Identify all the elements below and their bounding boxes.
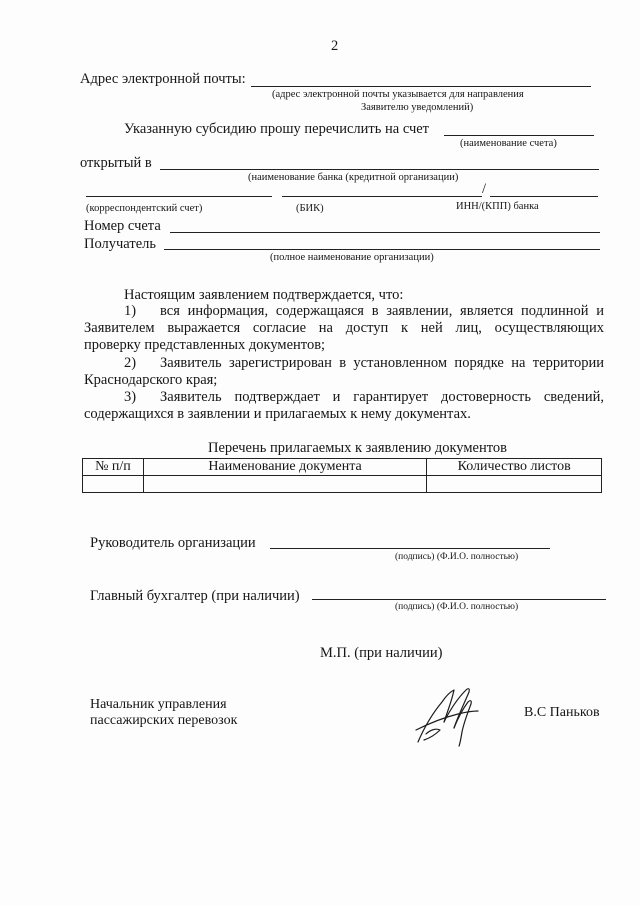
table-row [83, 476, 602, 493]
table-cell [427, 476, 602, 493]
footer-position-line1: Начальник управления [90, 697, 227, 712]
header-number: № п/п [83, 459, 144, 476]
confirmation-item3-number: 3) [124, 389, 137, 405]
corr-account-hint: (корреспондентский счет) [86, 203, 203, 214]
account-number-underline [170, 232, 600, 233]
accountant-signature-hint: (подпись) (Ф.И.О. полностью) [395, 602, 519, 612]
account-request-text: Указанную субсидию прошу перечислить на счет [124, 121, 430, 137]
head-signature-hint: (подпись) (Ф.И.О. полностью) [395, 552, 519, 562]
email-hint-line1: (адрес электронной почты указывается для направления [272, 89, 524, 100]
recipient-underline [164, 249, 600, 250]
confirmation-item2-number: 2) [124, 355, 137, 371]
seal-label: М.П. (при наличии) [320, 645, 443, 661]
inn-kpp-hint: ИНН/(КПП) банка [456, 201, 539, 212]
confirmation-item2-line1: Заявитель зарегистрирован в установленном порядке на территории [160, 355, 604, 371]
documents-table-title: Перечень прилагаемых к заявлению документов [208, 440, 507, 456]
corr-account-underline [86, 196, 272, 197]
email-hint-line2: Заявителю уведомлений) [361, 102, 474, 113]
bank-name-underline [160, 169, 599, 170]
bank-name-hint: (наименование банка (кредитной организации) [248, 172, 459, 183]
documents-table [82, 458, 602, 493]
footer-position-line2: пассажирских перевозок [90, 713, 238, 728]
table-cell [83, 476, 144, 493]
account-name-underline [444, 135, 594, 136]
confirmation-item3-line2: содержащихся в заявлении и прилагаемых к нему документах. [84, 406, 471, 422]
email-label: Адрес электронной почты: [80, 71, 246, 87]
confirmation-item1-line2: Заявителем выражается согласие на доступ к ней лиц, осуществляющих [84, 320, 604, 336]
confirmation-item1-line1: вся информация, содержащаяся в заявлении, является подлинной и [160, 303, 604, 319]
confirmation-intro: Настоящим заявлением подтверждается, что: [124, 287, 404, 303]
page-number: 2 [331, 38, 339, 54]
recipient-hint: (полное наименование организации) [270, 252, 434, 263]
handwritten-signature [414, 684, 480, 748]
account-number-label: Номер счета [84, 218, 161, 234]
header-document-name: Наименование документа [143, 459, 426, 476]
recipient-label: Получатель [84, 236, 156, 252]
inn-kpp-slash: / [482, 181, 487, 197]
table-cell [143, 476, 426, 493]
documents-table-header-row [83, 459, 602, 476]
confirmation-item2-line2: Краснодарского края; [84, 372, 218, 388]
email-underline [251, 86, 591, 87]
footer-signatory-name: В.С Паньков [524, 705, 600, 720]
head-label: Руководитель организации [90, 535, 256, 551]
inn-kpp-underline [490, 196, 598, 197]
confirmation-item1-line3: проверку представленных документов; [84, 337, 326, 353]
head-signature-underline [270, 548, 550, 549]
bik-underline [282, 196, 482, 197]
confirmation-item1-number: 1) [124, 303, 137, 319]
opened-in-label: открытый в [80, 155, 152, 171]
bik-hint: (БИК) [296, 203, 324, 214]
account-name-hint: (наименование счета) [460, 138, 557, 149]
confirmation-item3-line1: Заявитель подтверждает и гарантирует достоверность сведений, [160, 389, 604, 405]
header-sheet-count: Количество листов [427, 459, 602, 476]
accountant-label: Главный бухгалтер (при наличии) [90, 588, 300, 604]
accountant-signature-underline [312, 599, 606, 600]
